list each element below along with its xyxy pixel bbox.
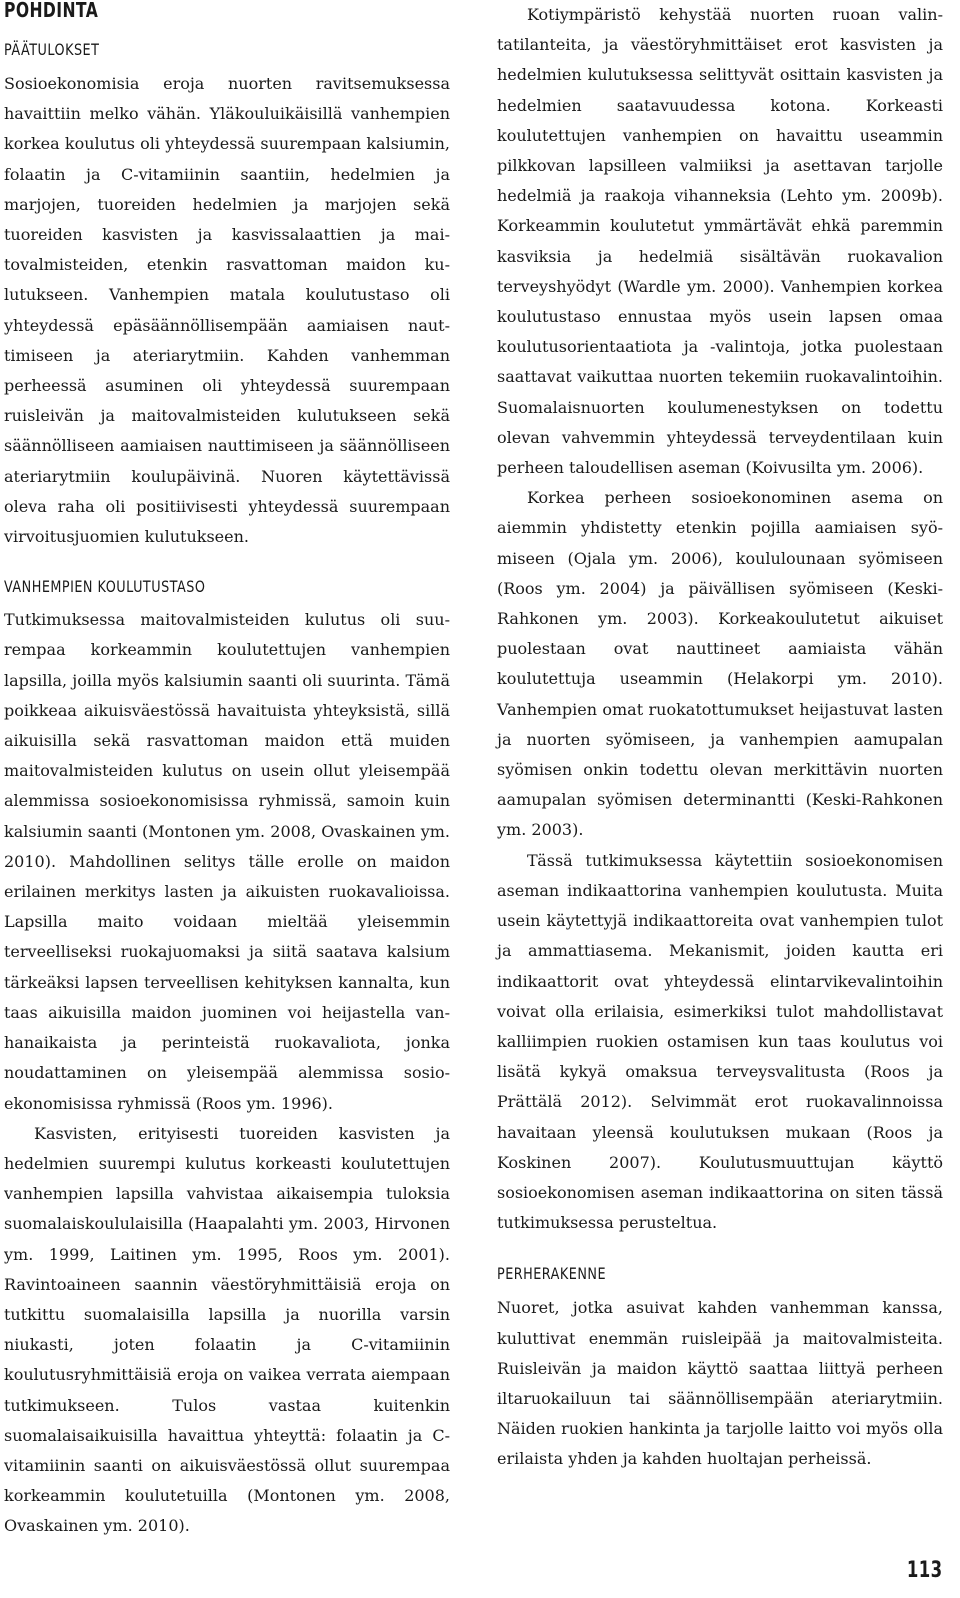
indicator-paragraph: Tässä tutkimuksessa käytettiin sosioekonomisen aseman indikaattorina vanhempien koulutusta. Muita usein käytettyjä indikaattoreita ovat vanhempien tulot ja ammattiasema. Mekanismit, joiden kautta eri indikaattorit ovat yhteydessä elintarvikevalintoihin voivat olla erilaisia, esimerkiksi tulot mahdollistavat kalliimpien ruokien ostamisen kun taas koulutus voi lisätä kykyä omaksua terveysvalitusta (Roos ja Prättälä 2012). Selvimmät erot ruokavalinnoissa havaitaan yleensä koulutuksen mukaan (Roos ja Koskinen 2007). Koulutusmuuttujan käyttö sosioekonomisen aseman indikaattorina on siten tässä tutkimuksessa perusteltua.	[497, 850, 943, 1233]
page-number: 113	[906, 1558, 942, 1583]
right-column	[497, 0, 943, 1475]
parental-education-paragraph-1: Tutkimuksessa maitovalmisteiden kulutus oli suurempaa korkeammin koulutettujen vanhempien lapsilla, joilla myös kalsiumin saanti oli suurinta. Tämä poikkeaa aikuisväestössä havaituista yhteyksistä, sillä aikuisilla sekä rasvattoman maidon että muiden maitovalmisteiden kulutus on usein ollut yleisempää alemmissa sosioekonomisissa ryhmissä, samoin kuin kalsiumin saanti (Montonen ym. 2008, Ovaskainen ym. 2010). Mahdollinen selitys tälle erolle on maidon erilainen merkitys lasten ja aikuisten ruokavalioissa. Lapsilla maito voidaan mieltää yleisemmin terveelliseksi ruokajuomaksi ja siitä saatava kalsium tärkeäksi lapsen terveellisen kehityksen kannalta, kun taas aikuisilla maidon juominen voi heijastella vanhanaikaista ja perinteistä ruokavaliota, jonka noudattaminen on yleisempää alemmissa sosioekonomisissa ryhmissä (Roos ym. 1996).	[4, 610, 450, 1113]
parental-education-paragraph-2: Kasvisten, erityisesti tuoreiden kasvisten ja hedelmien suurempi kulutus korkeasti koulutettujen vanhempien lapsilla vahvistaa aikaisempia tuloksia suomalaiskoululaisilla (Haapalahti ym. 2003, Hirvonen ym. 1999, Laitinen ym. 1995, Roos ym. 2001). Ravintoaineen saannin väestöryhmittäisiä eroja on tutkittu suomalaisilla lapsilla ja nuorilla varsin niukasti, joten folaatin ja C-vitamiinin koulutusryhmittäisiä eroja on vaikea verrata aiempaan tutkimukseen. Tulos vastaa kuitenkin suomalaisaikuisilla havaittua yhteyttä: folaatin ja C-vitamiinin saanti on aikuisväestössä ollut suurempaa korkeammin koulutetuilla (Montonen ym. 2008, Ovaskainen ym. 2010).	[4, 1123, 450, 1536]
section-heading-parental-education: VANHEMPIEN KOULUTUSTASO	[4, 577, 206, 597]
family-ses-paragraph: Korkea perheen sosioekonominen asema on aiemmin yhdistetty etenkin pojilla aamiaisen syömiseen (Ojala ym. 2006), koululounaan syömiseen (Roos ym. 2004) ja päivällisen syömiseen (Keski-Rahkonen ym. 2003). Korkeakoulutetut aikuiset puolestaan ovat nauttineet aamiaista vähän koulutettuja useammin (Helakorpi ym. 2010). Vanhempien omat ruokatottumukset heijastuvat lasten ja nuorten syömiseen, ja vanhempien aamupalan syömisen onkin todettu olevan merkittävin nuorten aamupalan syömisen determinantti (Keski-Rahkonen ym. 2003).	[497, 488, 943, 840]
home-environment-paragraph: Kotiympäristö kehystää nuorten ruoan valintatilanteita, ja väestöryhmittäiset erot kasvisten ja hedelmien kulutuksessa selittyvät osittain kasvisten ja hedelmien saatavuudessa kotona. Korkeasti koulutettujen vanhempien on havaittu useammin pilkkovan lapsilleen valmiiksi ja asettavan tarjolle hedelmiä ja raakoja vihanneksia (Lehto ym. 2009b). Korkeammin koulutetut ymmärtävät ehkä paremmin kasviksia ja hedelmiä sisältävän ruokavalion terveyshyödyt (Wardle ym. 2000). Vanhempien korkea koulutustaso ennustaa myös usein lapsen omaa koulutusorientaatiota ja -valintoja, jotka puolestaan saattavat vaikuttaa nuorten tekemiin ruokavalintoihin. Suomalaisnuorten koulumenestyksen on todettu olevan vahvemmin yhteydessä terveydentilaan kuin perheen taloudellisen aseman (Koivusilta ym. 2006).	[497, 5, 943, 478]
main-results-paragraph: Sosioekonomisia eroja nuorten ravitsemuksessa havaittiin melko vähän. Yläkouluikäisillä vanhempien korkea koulutus oli yhteydessä suurempaan kalsiumin, folaatin ja C-vitamiinin saantiin, hedelmien ja marjojen, tuoreiden hedelmien ja marjojen sekä tuoreiden kasvisten ja kasvissalaattien ja maitovalmisteiden, etenkin rasvattoman maidon kulutukseen. Vanhempien matala koulutustaso oli yhteydessä epäsäännöllisempään aamiaisen nauttimiseen ja ateriarytmiin. Kahden vanhemman perheessä asuminen oli yhteydessä suurempaan ruisleivän ja maitovalmisteiden kulutukseen sekä säännölliseen aamiaisen nauttimiseen ja säännölliseen ateriarytmiin koulupäivinä. Nuoren käytettävissä oleva raha oli positiivisesti yhteydessä suurempaan virvoitusjuomien kulutukseen.	[4, 74, 450, 547]
chapter-title: POHDINTA	[4, 0, 99, 22]
family-structure-paragraph: Nuoret, jotka asuivat kahden vanhemman kanssa, kuluttivat enemmän ruisleipää ja maitovalmisteita. Ruisleivän ja maidon käyttö saattaa liittyä perheen iltaruokailuun tai säännöllisempään ateriarytmiin. Näiden ruokien hankinta ja tarjolle laitto voi myös olla erilaista yhden ja kahden huoltajan perheissä.	[497, 1298, 943, 1469]
left-column	[4, 0, 450, 1542]
section-heading-family-structure: PERHERAKENNE	[497, 1264, 607, 1284]
section-heading-main-results: PÄÄTULOKSET	[4, 40, 100, 59]
